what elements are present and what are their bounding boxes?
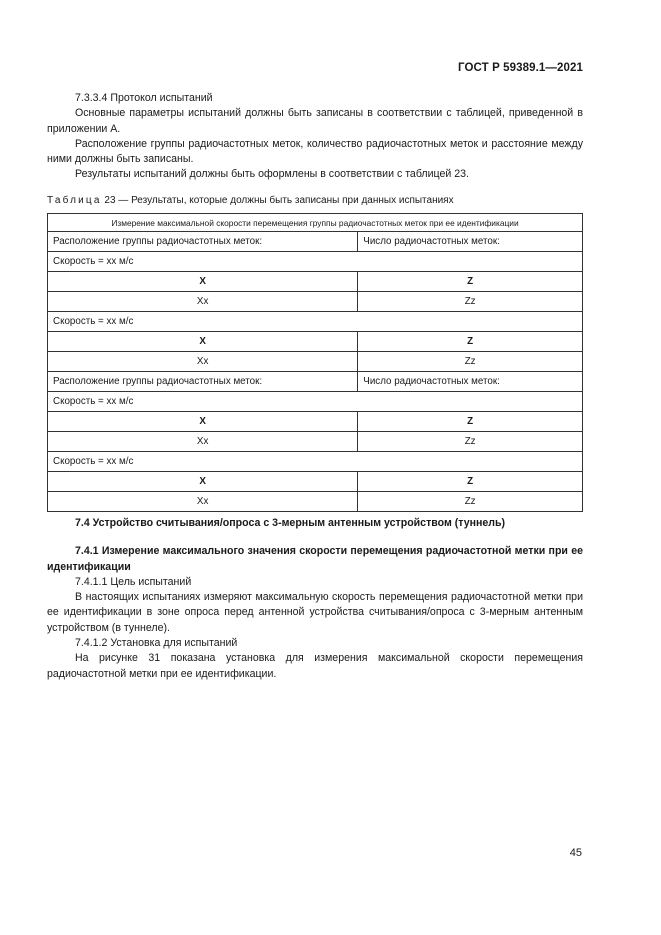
value-x-cell: Xx [48, 292, 358, 312]
table-caption-text: 23 — Результаты, которые должны быть записаны при данных испытаниях [104, 194, 454, 206]
col-z-header: Z [358, 472, 583, 492]
speed-cell: Скорость = xx м/с [48, 312, 583, 332]
page-number: 45 [569, 847, 582, 859]
table-row [48, 252, 583, 272]
col-x-header: X [48, 332, 358, 352]
group-location-cell: Расположение группы радиочастотных меток: [48, 372, 358, 392]
table-row [48, 312, 583, 332]
table-row [48, 352, 583, 372]
tag-count-cell: Число радиочастотных меток: [358, 372, 583, 392]
table-title-row [48, 214, 583, 232]
paragraph-group-location: Расположение группы радиочастотных меток, количество радиочастотных меток и расстояние между ними должны быть записаны. [47, 137, 583, 166]
heading-74: 7.4 Устройство считывания/опроса с 3-мерным антенным устройством (туннель) [75, 517, 506, 529]
table-row [48, 492, 583, 512]
heading-741: 7.4.1 Измерение максимального значения скорости перемещения радиочастотной метки при ее идентификации [47, 545, 583, 573]
col-x-header: X [48, 272, 358, 292]
table-row [48, 232, 583, 252]
col-z-header: Z [358, 332, 583, 352]
table-row [48, 372, 583, 392]
table-row [48, 472, 583, 492]
value-x-cell: Xx [48, 432, 358, 452]
value-z-cell: Zz [358, 292, 583, 312]
col-z-header: Z [358, 412, 583, 432]
table-row [48, 332, 583, 352]
table-row [48, 292, 583, 312]
results-table [47, 213, 583, 512]
speed-cell: Скорость = xx м/с [48, 392, 583, 412]
group-location-cell: Расположение группы радиочастотных меток: [48, 232, 358, 252]
paragraph-7411: В настоящих испытаниях измеряют максимальную скорость перемещения радиочастотной метки при ее идентификации в зоне опроса перед антенной устройства считывания/опроса с 3-мерным антенным устройством (в туннеле). [47, 591, 583, 634]
table-row [48, 432, 583, 452]
value-z-cell: Zz [358, 432, 583, 452]
paragraph-results: Результаты испытаний должны быть оформлены в соответствии с таблицей 23. [75, 168, 469, 181]
speed-cell: Скорость = xx м/с [48, 252, 583, 272]
table-row [48, 272, 583, 292]
table-row [48, 392, 583, 412]
table-title: Измерение максимальной скорости перемещения группы радиочастотных меток при ее идентификации [48, 214, 583, 232]
heading-7412: 7.4.1.2 Установка для испытаний [75, 637, 238, 650]
table-row [48, 412, 583, 432]
heading-7334: 7.3.3.4 Протокол испытаний [75, 92, 213, 104]
document-id-header: ГОСТ Р 59389.1—2021 [458, 62, 583, 74]
table-caption [47, 193, 583, 208]
col-x-header: X [48, 472, 358, 492]
speed-cell: Скорость = xx м/с [48, 452, 583, 472]
table-caption-word: Таблица [47, 194, 102, 206]
section-74 [47, 516, 583, 682]
tag-count-cell: Число радиочастотных меток: [358, 232, 583, 252]
value-x-cell: Xx [48, 352, 358, 372]
value-z-cell: Zz [358, 492, 583, 512]
paragraph-params: Основные параметры испытаний должны быть записаны в соответствии с таблицей, приведенной в приложении А. [47, 107, 583, 135]
col-x-header: X [48, 412, 358, 432]
col-z-header: Z [358, 272, 583, 292]
section-7334 [47, 91, 583, 512]
paragraph-7412: На рисунке 31 показана установка для измерения максимальной скорости перемещения радиочастотной метки при ее идентификации. [47, 652, 583, 680]
value-z-cell: Zz [358, 352, 583, 372]
heading-7411: 7.4.1.1 Цель испытаний [75, 575, 192, 588]
table-row [48, 452, 583, 472]
value-x-cell: Xx [48, 492, 358, 512]
